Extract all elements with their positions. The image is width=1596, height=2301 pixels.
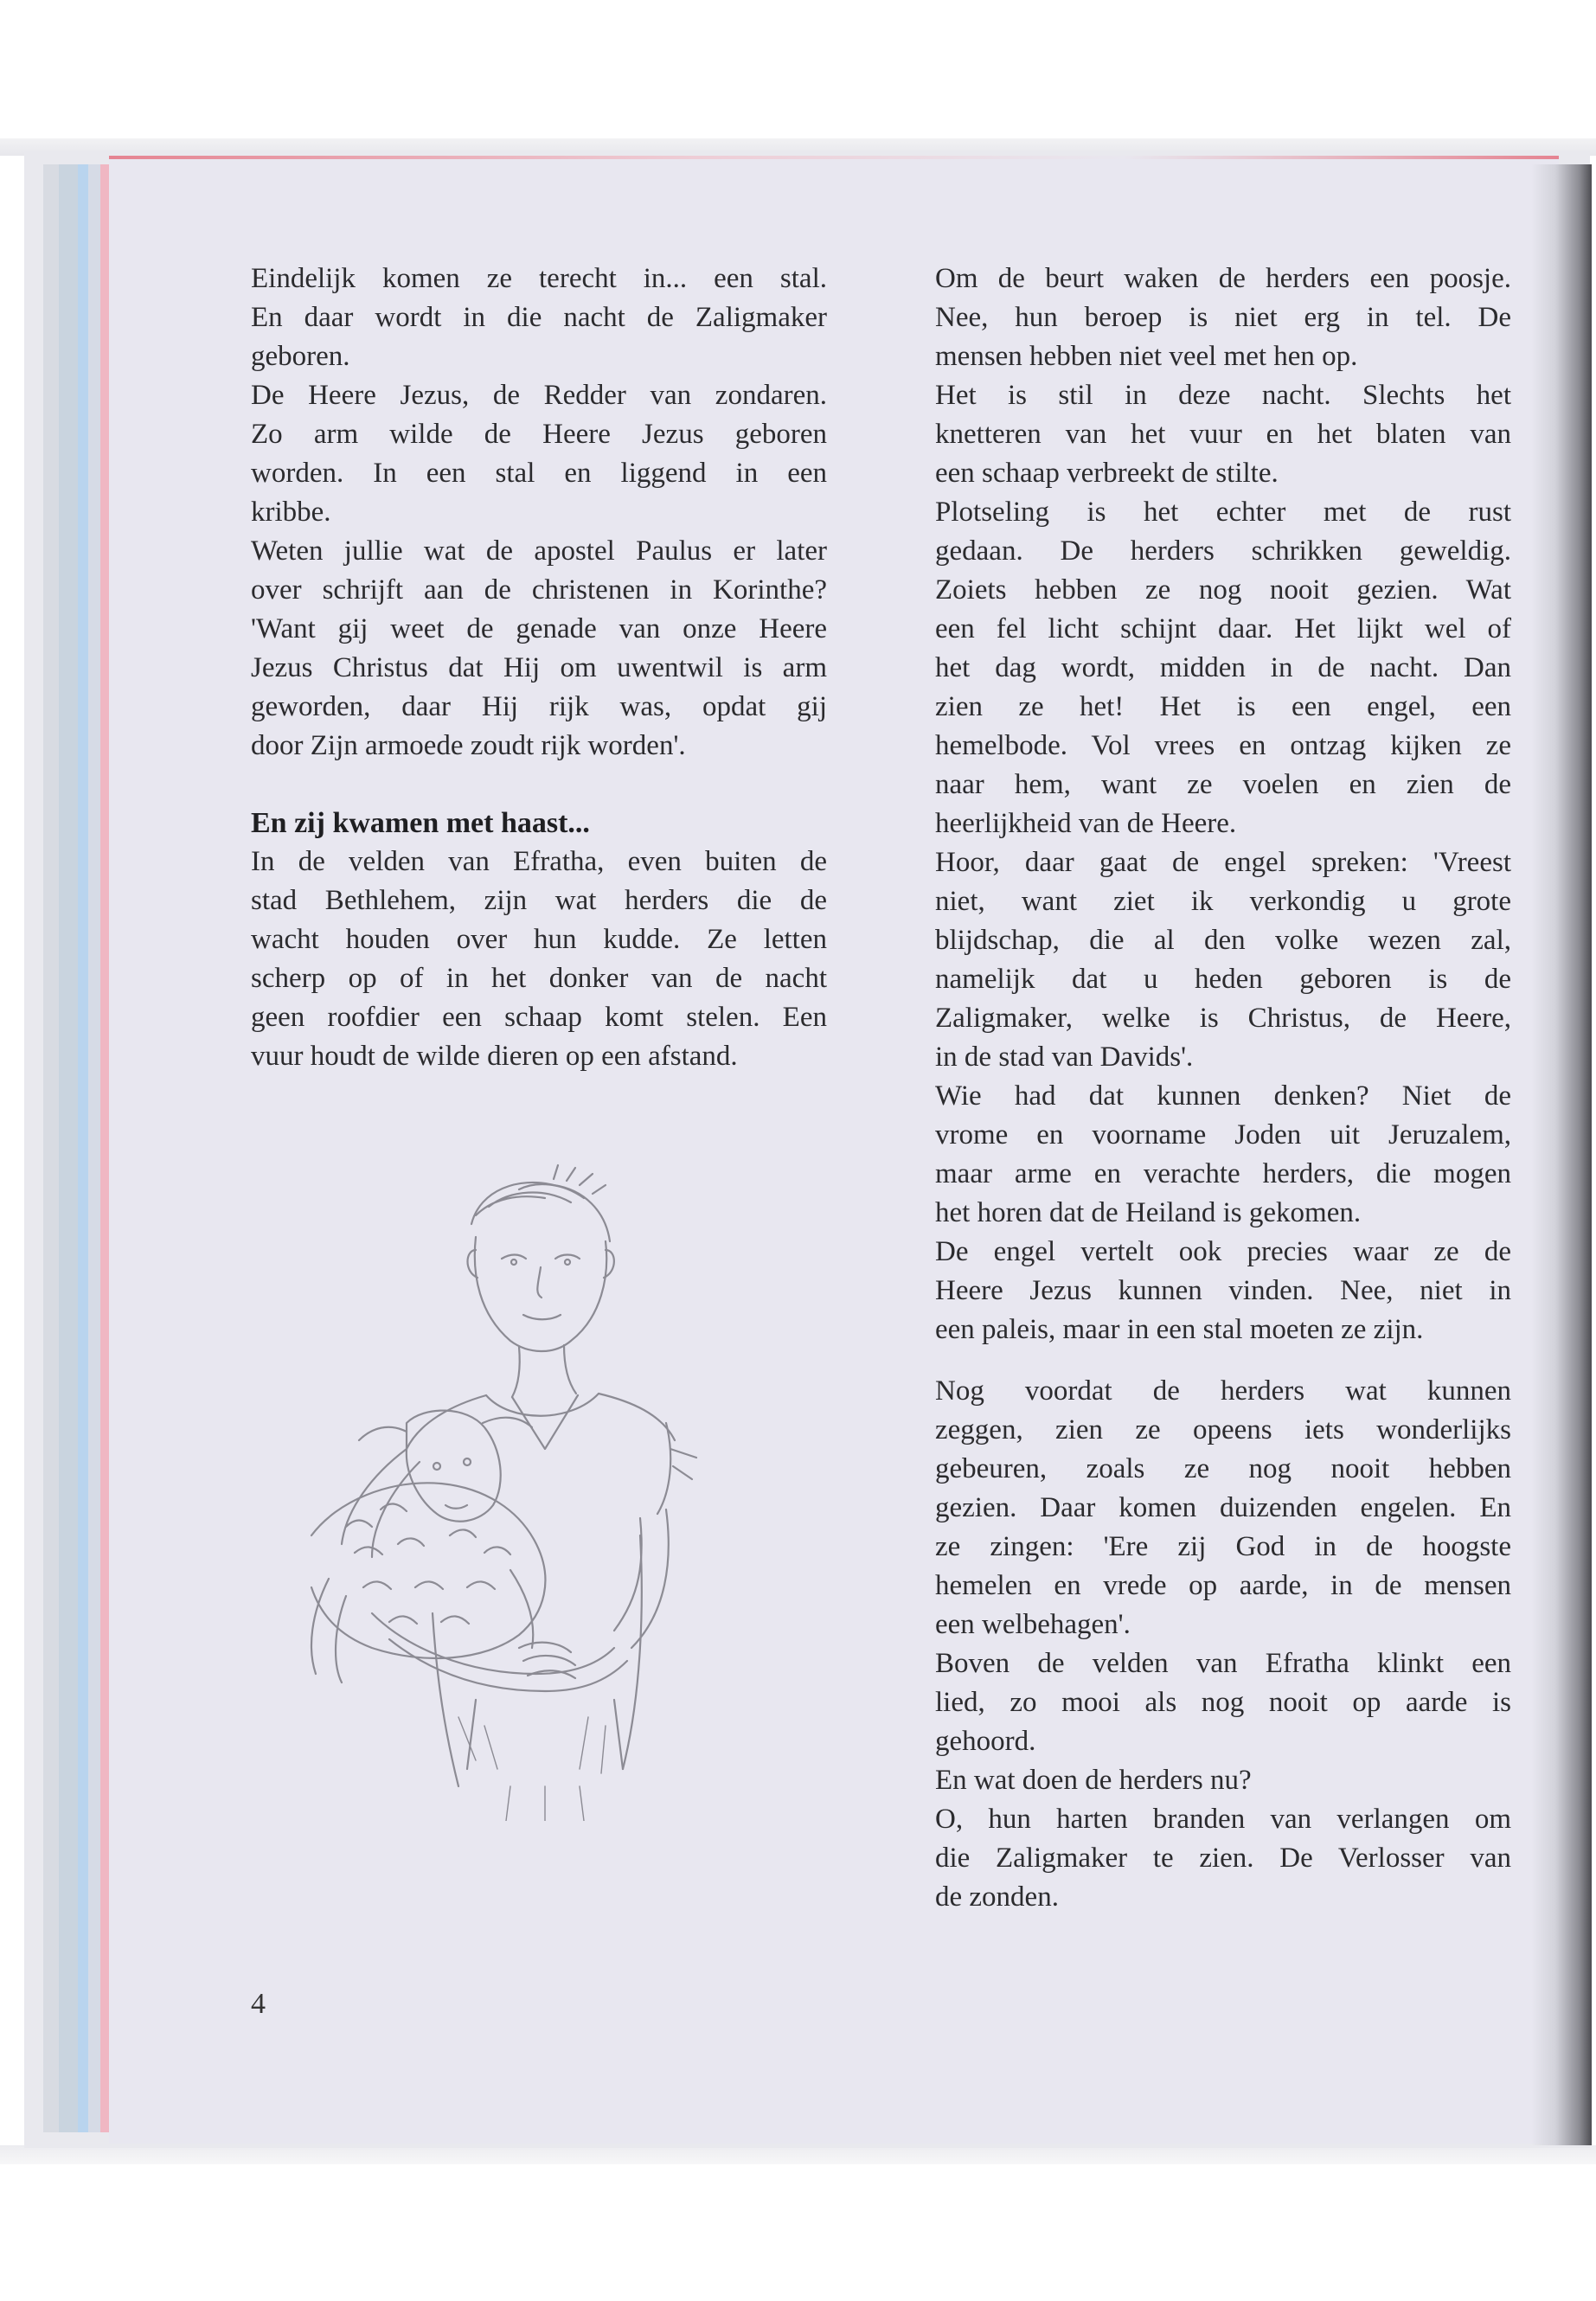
page-top-edge	[109, 156, 1559, 159]
text-line: stad Bethlehem, zijn wat herders die de	[251, 885, 827, 916]
text-line: scherp op of in het donker van de nacht	[251, 963, 827, 994]
paragraph	[935, 493, 1511, 843]
text-line: worden. In een stal en liggend in een	[251, 458, 827, 489]
page-edge	[78, 164, 88, 2132]
text-line: heerlijkheid van de Heere.	[935, 808, 1237, 839]
text-line: 'Want gij weet de genade van onze Heere	[251, 613, 827, 644]
text-line: gebeuren, zoals ze nog nooit hebben	[935, 1453, 1511, 1484]
text-line: Eindelijk komen ze terecht in... een stal.	[251, 263, 827, 294]
page-edge	[59, 164, 78, 2132]
paragraph	[935, 1761, 1511, 1800]
text-line: die Zaligmaker te zien. De Verlosser van	[935, 1843, 1511, 1874]
text-line: vrome en voorname Joden uit Jeruzalem,	[935, 1119, 1511, 1150]
text-line: Boven de velden van Efratha klinkt een	[935, 1648, 1511, 1679]
text-line: hemelen en vrede op aarde, in de mensen	[935, 1570, 1511, 1601]
text-line: wacht houden over hun kudde. Ze letten	[251, 924, 827, 955]
text-line: Zo arm wilde de Heere Jezus geboren	[251, 419, 827, 450]
text-line: het dag wordt, midden in de nacht. Dan	[935, 652, 1511, 683]
paragraph	[251, 843, 827, 1076]
text-line: niet, want ziet ik verkondig u grote	[935, 886, 1511, 917]
text-line: over schrijft aan de christenen in Korinthe?	[251, 574, 827, 606]
text-line: De engel vertelt ook precies waar ze de	[935, 1236, 1511, 1267]
text-line: een fel licht schijnt daar. Het lijkt wel of	[935, 613, 1511, 644]
text-line: Jezus Christus dat Hij om uwentwil is arm	[251, 652, 827, 683]
text-line: Wie had dat kunnen denken? Niet de	[935, 1080, 1511, 1112]
text-line: kribbe.	[251, 497, 331, 528]
text-line: mensen hebben niet veel met hen op.	[935, 341, 1358, 372]
paragraph	[935, 1800, 1511, 1917]
text-line: het horen dat de Heiland is gekomen.	[935, 1197, 1362, 1228]
page-number: 4	[251, 1988, 266, 2020]
page-edge	[43, 164, 59, 2132]
text-line: vuur houdt de wilde dieren op een afstand.	[251, 1041, 738, 1072]
paragraph	[251, 532, 827, 766]
text-line: lied, zo mooi als nog nooit op aarde is	[935, 1687, 1511, 1718]
text-line: O, hun harten branden van verlangen om	[935, 1804, 1511, 1835]
text-line: zeggen, zien ze opeens iets wonderlijks	[935, 1414, 1511, 1445]
paragraph	[251, 376, 827, 532]
gutter-shadow	[1531, 164, 1592, 2145]
text-line: ze zingen: 'Ere zij God in de hoogste	[935, 1531, 1511, 1562]
text-line: Het is stil in deze nacht. Slechts het	[935, 380, 1511, 411]
paragraph	[935, 1372, 1511, 1644]
text-line: naar hem, want ze voelen en zien de	[935, 769, 1511, 800]
text-line: In de velden van Efratha, even buiten de	[251, 846, 827, 877]
paragraph	[251, 260, 827, 376]
text-line: een schaap verbreekt de stilte.	[935, 458, 1279, 489]
text-line: hemelbode. Vol vrees en ontzag kijken ze	[935, 730, 1511, 761]
text-line: knetteren van het vuur en het blaten van	[935, 419, 1511, 450]
text-line: De Heere Jezus, de Redder van zondaren.	[251, 380, 827, 411]
text-line: zien ze het! Het is een engel, een	[935, 691, 1511, 722]
text-line: gedaan. De herders schrikken geweldig.	[935, 535, 1511, 567]
text-line: geboren.	[251, 341, 350, 372]
text-line: gezien. Daar komen duizenden engelen. En	[935, 1492, 1511, 1523]
text-line: maar arme en verachte herders, die mogen	[935, 1158, 1511, 1189]
shepherd-with-lamb-illustration	[260, 1163, 813, 1821]
page-edge	[88, 164, 100, 2132]
text-line: En daar wordt in die nacht de Zaligmaker	[251, 302, 827, 333]
spacer	[251, 766, 827, 804]
scan-bottom-band	[0, 2145, 1596, 2164]
text-line: Zaligmaker, welke is Christus, de Heere,	[935, 1003, 1511, 1034]
text-line: een welbehagen'.	[935, 1609, 1131, 1640]
text-line: Nee, hun beroep is niet erg in tel. De	[935, 302, 1511, 333]
text-line: geworden, daar Hij rijk was, opdat gij	[251, 691, 827, 722]
text-line: namelijk dat u heden geboren is de	[935, 964, 1511, 995]
text-line: gehoord.	[935, 1726, 1036, 1757]
paragraph	[935, 843, 1511, 1077]
right-column	[935, 260, 1511, 1917]
text-line: door Zijn armoede zoudt rijk worden'.	[251, 730, 686, 761]
text-line: Heere Jezus kunnen vinden. Nee, niet in	[935, 1275, 1511, 1306]
text-line: Weten jullie wat de apostel Paulus er later	[251, 535, 827, 567]
section-heading: En zij kwamen met haast...	[251, 807, 590, 839]
text-line: geen roofdier een schaap komt stelen. Een	[251, 1002, 827, 1033]
text-line: Plotseling is het echter met de rust	[935, 497, 1511, 528]
text-line: Hoor, daar gaat de engel spreken: 'Vreest	[935, 847, 1511, 878]
text-line: de zonden.	[935, 1881, 1059, 1913]
left-column	[251, 260, 827, 1076]
text-line: Nog voordat de herders wat kunnen	[935, 1375, 1511, 1407]
text-line: blijdschap, die al den volke wezen zal,	[935, 925, 1511, 956]
spacer	[935, 1349, 1511, 1372]
text-line: En wat doen de herders nu?	[935, 1765, 1252, 1796]
text-line: een paleis, maar in een stal moeten ze zijn.	[935, 1314, 1424, 1345]
paragraph	[935, 1233, 1511, 1349]
text-line: in de stad van Davids'.	[935, 1042, 1194, 1073]
paragraph	[935, 1644, 1511, 1761]
text-line: Om de beurt waken de herders een poosje.	[935, 263, 1511, 294]
page-edge	[100, 164, 109, 2132]
paragraph	[935, 1077, 1511, 1233]
paragraph	[935, 376, 1511, 493]
paragraph	[935, 260, 1511, 376]
text-line: Zoiets hebben ze nog nooit gezien. Wat	[935, 574, 1511, 606]
